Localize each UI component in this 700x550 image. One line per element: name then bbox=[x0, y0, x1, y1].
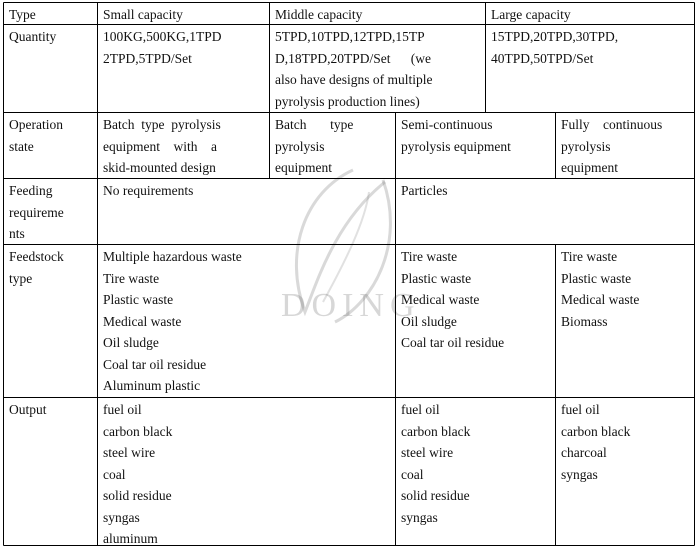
operation-semi-line: pyrolysis equipment bbox=[401, 138, 511, 154]
header-type: Type bbox=[9, 7, 36, 22]
quantity-middle-line: 5TPD,10TPD,12TPD,15TP bbox=[275, 29, 425, 44]
header-large-capacity: Large capacity bbox=[491, 7, 571, 22]
list-item: Coal tar oil residue bbox=[103, 356, 207, 372]
operation-batch-line: equipment bbox=[275, 160, 332, 175]
feeding-no-requirements: No requirements bbox=[103, 183, 194, 198]
list-item: fuel oil bbox=[401, 402, 440, 417]
quantity-small-line: 2TPD,5TPD/Set bbox=[103, 50, 192, 66]
feeding-particles: Particles bbox=[401, 183, 448, 198]
operation-semi-line: Semi-continuous bbox=[401, 117, 493, 132]
header-small-capacity: Small capacity bbox=[103, 7, 183, 22]
list-item: Plastic waste bbox=[561, 270, 632, 286]
quantity-middle-line: D,18TPD,20TPD/Set (we bbox=[275, 50, 431, 66]
list-item: carbon black bbox=[103, 423, 173, 439]
list-item: aluminum bbox=[103, 531, 158, 546]
list-item: coal bbox=[401, 466, 424, 482]
list-item: Coal tar oil residue bbox=[401, 335, 505, 350]
list-item: Medical waste bbox=[103, 313, 182, 329]
list-item: Oil sludge bbox=[401, 313, 457, 329]
operation-fully-line: Fully continuous bbox=[561, 117, 663, 132]
capacity-comparison-table bbox=[3, 2, 695, 546]
list-item: coal bbox=[103, 466, 126, 482]
operation-label-line: Operation bbox=[9, 117, 63, 132]
quantity-large-line: 15TPD,20TPD,30TPD, bbox=[491, 29, 619, 44]
list-item: Aluminum plastic bbox=[103, 378, 201, 393]
feeding-label-line: Feeding bbox=[9, 183, 53, 198]
operation-batch-line: pyrolysis bbox=[275, 138, 325, 154]
list-item: syngas bbox=[401, 509, 438, 525]
list-item: Medical waste bbox=[401, 292, 480, 307]
list-item: syngas bbox=[561, 466, 598, 482]
list-item: Oil sludge bbox=[103, 335, 159, 350]
operation-batch-line: Batch type bbox=[275, 117, 354, 132]
list-item: solid residue bbox=[103, 488, 172, 503]
output-label: Output bbox=[9, 402, 47, 417]
list-item: Tire waste bbox=[401, 249, 458, 264]
list-item: carbon black bbox=[561, 423, 631, 439]
feeding-label-line: requireme bbox=[9, 204, 64, 220]
table-grid-lines bbox=[3, 2, 695, 546]
list-item: Tire waste bbox=[561, 249, 618, 264]
list-item: Plastic waste bbox=[103, 292, 174, 307]
feeding-label-line: nts bbox=[9, 226, 25, 241]
list-item: steel wire bbox=[401, 445, 454, 460]
list-item: Tire waste bbox=[103, 270, 160, 286]
operation-batch-skid-line: equipment with a bbox=[103, 138, 217, 154]
list-item: steel wire bbox=[103, 445, 156, 460]
list-item: Biomass bbox=[561, 313, 608, 329]
quantity-middle-line: also have designs of multiple bbox=[275, 72, 433, 87]
quantity-label: Quantity bbox=[9, 29, 57, 44]
operation-batch-skid-line: Batch type pyrolysis bbox=[103, 117, 221, 132]
list-item: fuel oil bbox=[561, 402, 600, 417]
list-item: fuel oil bbox=[103, 402, 142, 417]
list-item: Multiple hazardous waste bbox=[103, 249, 242, 264]
operation-fully-line: equipment bbox=[561, 160, 618, 175]
feedstock-label-line: type bbox=[9, 270, 33, 286]
quantity-middle-line: pyrolysis production lines) bbox=[275, 93, 420, 109]
list-item: solid residue bbox=[401, 488, 470, 503]
operation-fully-line: pyrolysis bbox=[561, 138, 611, 154]
list-item: syngas bbox=[103, 509, 140, 525]
header-middle-capacity: Middle capacity bbox=[275, 7, 363, 22]
list-item: charcoal bbox=[561, 445, 607, 460]
quantity-small-line: 100KG,500KG,1TPD bbox=[103, 29, 222, 44]
quantity-large-line: 40TPD,50TPD/Set bbox=[491, 50, 594, 66]
list-item: Plastic waste bbox=[401, 270, 472, 286]
operation-label-line: state bbox=[9, 138, 34, 154]
list-item: carbon black bbox=[401, 423, 471, 439]
operation-batch-skid-line: skid-mounted design bbox=[103, 160, 216, 175]
feedstock-label-line: Feedstock bbox=[9, 249, 64, 264]
list-item: Medical waste bbox=[561, 292, 640, 307]
doing-watermark-text: DOING bbox=[281, 287, 421, 324]
